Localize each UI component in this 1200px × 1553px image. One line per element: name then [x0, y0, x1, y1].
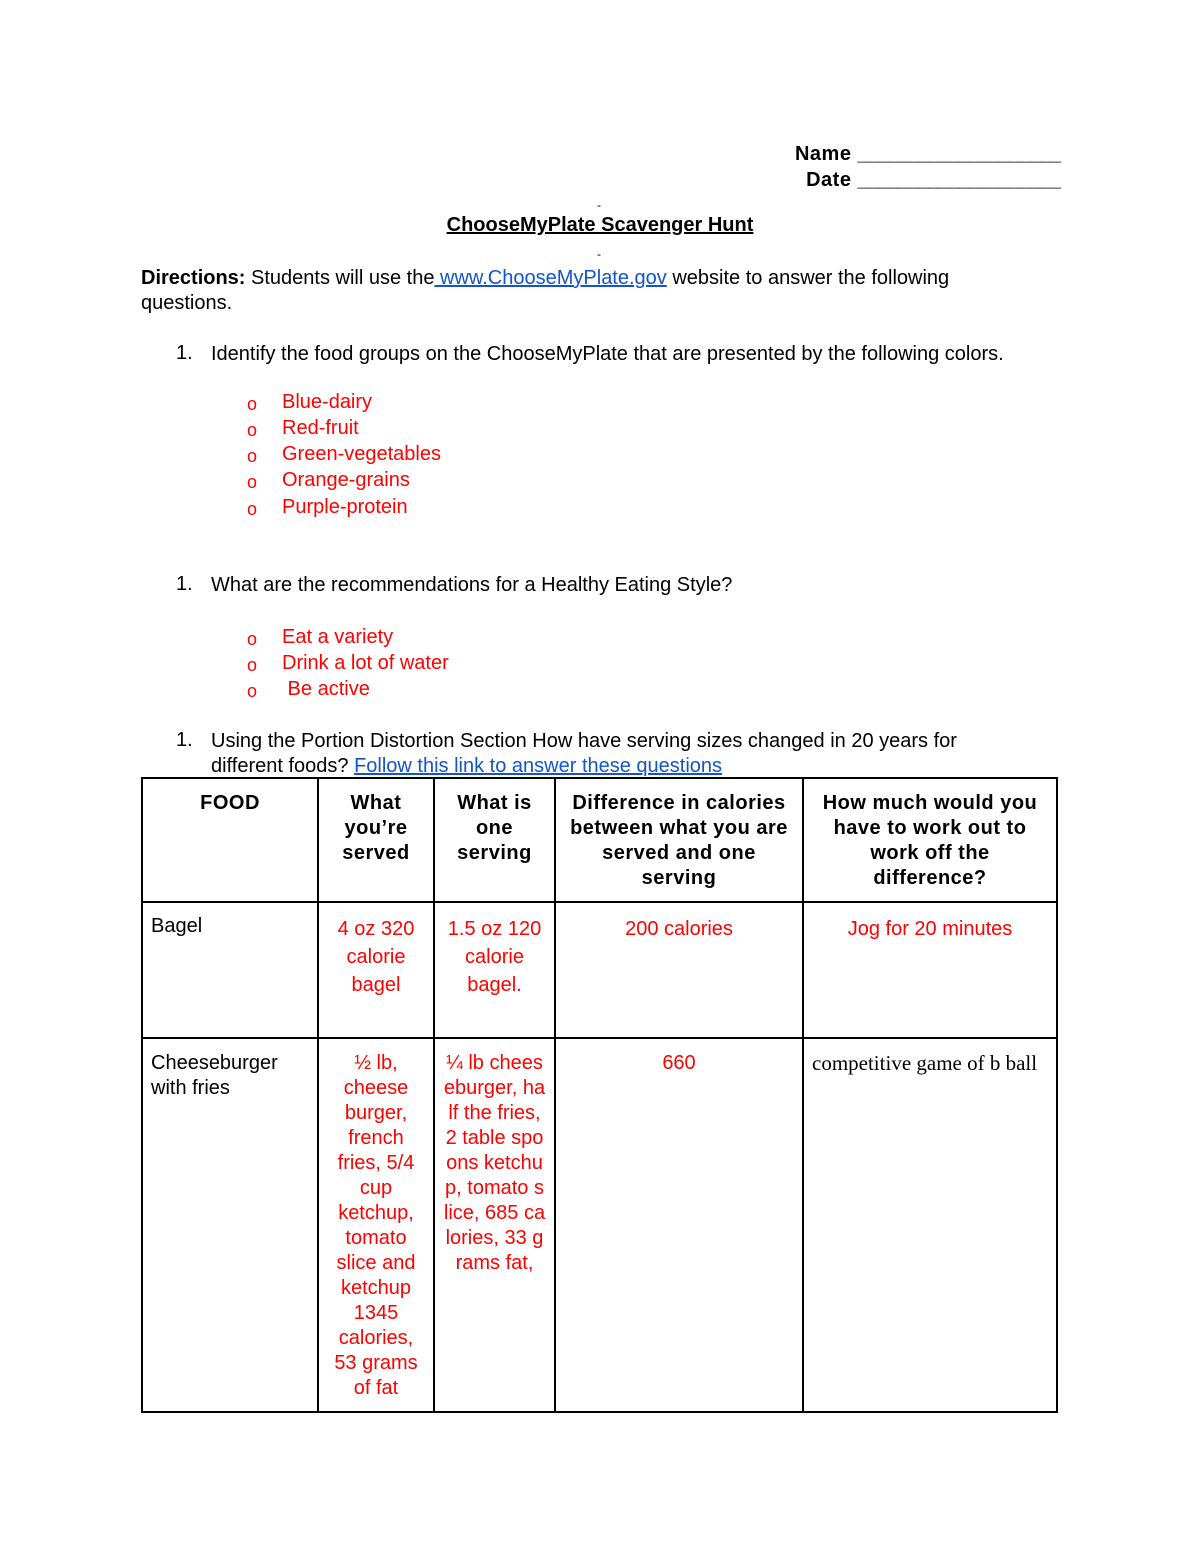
date-label: Date: [806, 169, 852, 191]
cell-food: Cheeseburger with fries: [142, 1038, 318, 1412]
table-row: [142, 902, 1057, 1038]
answer-2c: Be active: [282, 678, 370, 700]
bullet-icon: o: [247, 472, 258, 492]
cell-serving: ¼ lb cheeseburger, half the fries, 2 table spoons ketchup, tomato slice, 685 calories, 33 grams fat,: [434, 1038, 555, 1412]
answer-1c: Green-vegetables: [282, 443, 441, 465]
portion-distortion-link[interactable]: Follow this link to answer these questions: [354, 755, 723, 777]
table-header-row: [142, 778, 1057, 902]
question-3-body: Using the Portion Distortion Section How have serving sizes changed in 20 years for different foods?: [211, 730, 957, 777]
question-2-text: What are the recommendations for a Healthy Eating Style?: [211, 574, 733, 596]
choosemyplate-link[interactable]: www.ChooseMyPlate.gov: [434, 267, 667, 289]
bullet-icon: o: [247, 655, 258, 675]
cell-served: 4 oz 320 calorie bagel: [318, 902, 434, 1038]
answer-1d: Orange-grains: [282, 469, 410, 491]
bullet-icon: o: [247, 420, 258, 440]
directions-text: Students will use the: [245, 267, 435, 289]
question-1-text: Identify the food groups on the ChooseMyPlate that are presented by the following colors.: [211, 343, 1004, 365]
bullet-icon: o: [247, 629, 258, 649]
name-line: [795, 143, 1060, 166]
answer-1b: Red-fruit: [282, 417, 359, 439]
cell-difference: 200 calories: [555, 902, 803, 1038]
question-1-number: 1.: [176, 342, 193, 364]
cell-served: ½ lb, cheese burger, french fries, 5/4 cup ketchup, tomato slice and ketchup 1345 calories, 53 grams of fat: [318, 1038, 434, 1412]
directions: [141, 266, 1041, 316]
answer-2b: Drink a lot of water: [282, 652, 449, 674]
page-title: ChooseMyPlate Scavenger Hunt: [446, 214, 754, 236]
answer-1a: Blue-dairy: [282, 391, 373, 413]
header-workout: How much would you have to work out to work off the difference?: [803, 778, 1057, 902]
cell-food: Bagel: [142, 902, 318, 1038]
cell-workout: competitive game of b ball: [803, 1038, 1057, 1412]
date-line: [806, 169, 1060, 192]
header-food: FOOD: [142, 778, 318, 902]
answer-1e: Purple-protein: [282, 496, 408, 518]
header-difference: Difference in calories between what you are served and one serving: [555, 778, 803, 902]
header-served: What you’re served: [318, 778, 434, 902]
separator-mark: -: [597, 247, 601, 261]
cell-difference: 660: [555, 1038, 803, 1412]
directions-text-end: website to answer the following questions.: [141, 267, 950, 314]
bullet-icon: o: [247, 681, 258, 701]
bullet-icon: o: [247, 394, 258, 414]
cell-workout: Jog for 20 minutes: [803, 902, 1057, 1038]
header-one-serving: What is one serving: [434, 778, 555, 902]
question-3-number: 1.: [176, 729, 193, 751]
bullet-icon: o: [247, 499, 258, 519]
date-blank[interactable]: ____________________: [857, 169, 1060, 191]
directions-label: Directions:: [141, 267, 246, 289]
answer-2a: Eat a variety: [282, 626, 394, 648]
portion-table: [141, 777, 1058, 1413]
name-blank[interactable]: ____________________: [857, 143, 1060, 165]
separator-mark: -: [597, 198, 601, 212]
bullet-icon: o: [247, 446, 258, 466]
cell-serving: 1.5 oz 120 calorie bagel.: [434, 902, 555, 1038]
question-3-text: [211, 729, 1031, 779]
name-label: Name: [794, 143, 852, 165]
question-2-number: 1.: [176, 573, 193, 595]
table-row: [142, 1038, 1057, 1412]
